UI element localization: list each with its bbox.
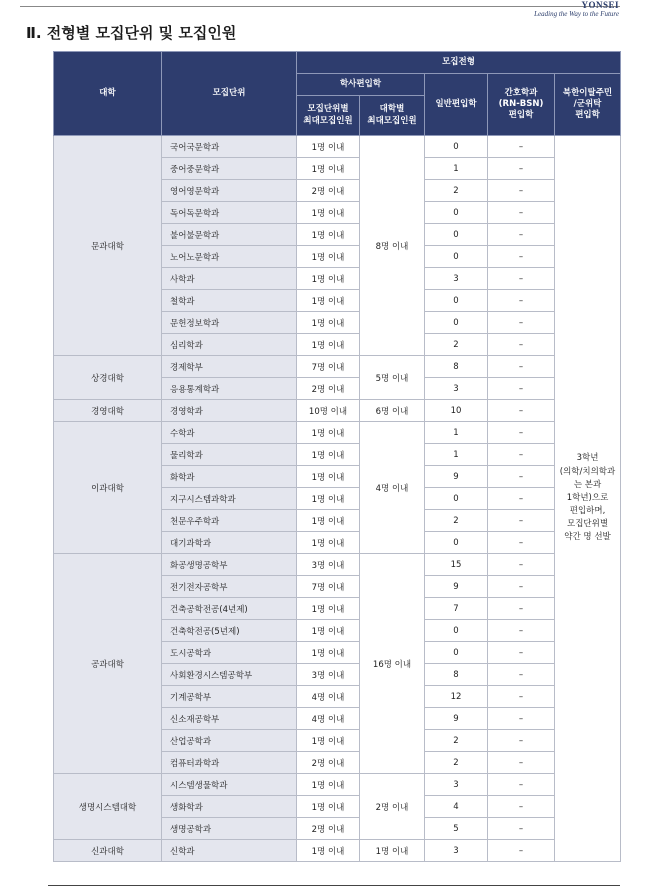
max-per-unit-cell: 1명 이내 xyxy=(297,730,360,752)
general-transfer-cell: 3 xyxy=(425,840,488,862)
nursing-cell: – xyxy=(488,598,555,620)
header-max-per-college-line: 대학별 xyxy=(379,104,405,115)
table-row xyxy=(54,400,621,422)
unit-cell: 산업공학과 xyxy=(162,730,297,752)
general-transfer-cell: 2 xyxy=(425,180,488,202)
nursing-cell: – xyxy=(488,378,555,400)
unit-cell: 국어국문학과 xyxy=(162,136,297,158)
max-per-unit-cell: 10명 이내 xyxy=(297,400,360,422)
note-line: 약간 명 선발 xyxy=(564,532,611,543)
max-per-unit-cell: 1명 이내 xyxy=(297,642,360,664)
max-per-unit-cell: 1명 이내 xyxy=(297,290,360,312)
note-line: 는 본과 xyxy=(573,479,602,490)
header-defector-line: /군위탁 xyxy=(573,98,602,109)
note-line: 모집단위별 xyxy=(566,519,609,530)
unit-cell: 생명공학과 xyxy=(162,818,297,840)
header-college: 대학 xyxy=(54,52,162,136)
max-per-college-cell: 1명 이내 xyxy=(360,840,425,862)
header-general-transfer: 일반편입학 xyxy=(425,74,488,136)
unit-cell: 독어독문학과 xyxy=(162,202,297,224)
unit-cell: 컴퓨터과학과 xyxy=(162,752,297,774)
nursing-cell: – xyxy=(488,158,555,180)
max-per-unit-cell: 2명 이내 xyxy=(297,818,360,840)
max-per-college-cell: 4명 이내 xyxy=(360,422,425,554)
general-transfer-cell: 0 xyxy=(425,532,488,554)
max-per-college-cell: 8명 이내 xyxy=(360,136,425,356)
header-admission-type: 모집전형 xyxy=(297,52,621,74)
general-transfer-cell: 1 xyxy=(425,158,488,180)
brand-slogan: Leading the Way to the Future xyxy=(534,10,619,18)
nursing-cell: – xyxy=(488,488,555,510)
unit-cell: 도시공학과 xyxy=(162,642,297,664)
unit-cell: 기계공학부 xyxy=(162,686,297,708)
college-cell: 이과대학 xyxy=(54,422,162,554)
unit-cell: 대기과학과 xyxy=(162,532,297,554)
unit-cell: 전기전자공학부 xyxy=(162,576,297,598)
header-unit: 모집단위 xyxy=(162,52,297,136)
unit-cell: 사학과 xyxy=(162,268,297,290)
header-defector xyxy=(555,74,621,136)
college-cell: 문과대학 xyxy=(54,136,162,356)
nursing-cell: – xyxy=(488,708,555,730)
unit-cell: 사회환경시스템공학부 xyxy=(162,664,297,686)
max-per-unit-cell: 1명 이내 xyxy=(297,268,360,290)
max-per-unit-cell: 3명 이내 xyxy=(297,664,360,686)
unit-cell: 신학과 xyxy=(162,840,297,862)
quota-table xyxy=(53,51,621,862)
unit-cell: 노어노문학과 xyxy=(162,246,297,268)
note-line: 1학년)으로 xyxy=(566,492,609,503)
unit-cell: 철학과 xyxy=(162,290,297,312)
unit-cell: 수학과 xyxy=(162,422,297,444)
unit-cell: 물리학과 xyxy=(162,444,297,466)
nursing-cell: – xyxy=(488,268,555,290)
header-nursing-line: 편입학 xyxy=(508,110,534,121)
max-per-unit-cell: 2명 이내 xyxy=(297,378,360,400)
max-per-unit-cell: 1명 이내 xyxy=(297,202,360,224)
general-transfer-cell: 0 xyxy=(425,488,488,510)
max-per-unit-cell: 1명 이내 xyxy=(297,136,360,158)
table-row xyxy=(54,136,621,158)
college-cell: 상경대학 xyxy=(54,356,162,400)
nursing-cell: – xyxy=(488,422,555,444)
general-transfer-cell: 1 xyxy=(425,444,488,466)
general-transfer-cell: 0 xyxy=(425,136,488,158)
max-per-unit-cell: 2명 이내 xyxy=(297,752,360,774)
general-transfer-cell: 1 xyxy=(425,422,488,444)
general-transfer-cell: 0 xyxy=(425,290,488,312)
general-transfer-cell: 8 xyxy=(425,664,488,686)
nursing-cell: – xyxy=(488,752,555,774)
max-per-unit-cell: 1명 이내 xyxy=(297,796,360,818)
unit-cell: 영어영문학과 xyxy=(162,180,297,202)
unit-cell: 중어중문학과 xyxy=(162,158,297,180)
nursing-cell: – xyxy=(488,246,555,268)
header-max-per-unit-line: 최대모집인원 xyxy=(303,115,353,126)
max-per-unit-cell: 1명 이내 xyxy=(297,422,360,444)
header-max-per-unit xyxy=(297,96,360,136)
table-header xyxy=(54,52,621,136)
unit-cell: 생화학과 xyxy=(162,796,297,818)
top-rule xyxy=(20,6,620,7)
unit-cell: 천문우주학과 xyxy=(162,510,297,532)
header-academic-transfer: 학사편입학 xyxy=(297,74,425,96)
nursing-cell: – xyxy=(488,664,555,686)
general-transfer-cell: 12 xyxy=(425,686,488,708)
nursing-cell: – xyxy=(488,400,555,422)
college-cell: 신과대학 xyxy=(54,840,162,862)
general-transfer-cell: 9 xyxy=(425,466,488,488)
general-transfer-cell: 0 xyxy=(425,246,488,268)
college-cell: 경영대학 xyxy=(54,400,162,422)
general-transfer-cell: 0 xyxy=(425,224,488,246)
nursing-cell: – xyxy=(488,532,555,554)
header-nursing-line: (RN-BSN) xyxy=(498,98,544,109)
general-transfer-cell: 0 xyxy=(425,620,488,642)
note-line: (의학/치의학과 xyxy=(559,466,616,477)
nursing-cell: – xyxy=(488,576,555,598)
general-transfer-cell: 3 xyxy=(425,774,488,796)
unit-cell: 건축학전공(5년제) xyxy=(162,620,297,642)
max-per-unit-cell: 7명 이내 xyxy=(297,356,360,378)
max-per-unit-cell: 1명 이내 xyxy=(297,620,360,642)
nursing-cell: – xyxy=(488,224,555,246)
max-per-unit-cell: 1명 이내 xyxy=(297,312,360,334)
nursing-cell: – xyxy=(488,510,555,532)
header-max-per-unit-line: 모집단위별 xyxy=(307,104,349,115)
college-cell: 공과대학 xyxy=(54,554,162,774)
unit-cell: 경영학과 xyxy=(162,400,297,422)
max-per-unit-cell: 1명 이내 xyxy=(297,510,360,532)
max-per-unit-cell: 1명 이내 xyxy=(297,532,360,554)
max-per-unit-cell: 1명 이내 xyxy=(297,840,360,862)
general-transfer-cell: 0 xyxy=(425,312,488,334)
general-transfer-cell: 3 xyxy=(425,378,488,400)
nursing-cell: – xyxy=(488,730,555,752)
max-per-unit-cell: 1명 이내 xyxy=(297,158,360,180)
table-row xyxy=(54,774,621,796)
nursing-cell: – xyxy=(488,444,555,466)
max-per-college-cell: 16명 이내 xyxy=(360,554,425,774)
note-line: 편입하며, xyxy=(569,506,606,517)
nursing-cell: – xyxy=(488,642,555,664)
general-transfer-cell: 10 xyxy=(425,400,488,422)
max-per-unit-cell: 7명 이내 xyxy=(297,576,360,598)
unit-cell: 응용통계학과 xyxy=(162,378,297,400)
nursing-cell: – xyxy=(488,774,555,796)
bottom-rule xyxy=(48,885,620,886)
defector-note-cell xyxy=(555,136,621,862)
max-per-unit-cell: 4명 이내 xyxy=(297,708,360,730)
nursing-cell: – xyxy=(488,290,555,312)
general-transfer-cell: 15 xyxy=(425,554,488,576)
max-per-unit-cell: 4명 이내 xyxy=(297,686,360,708)
general-transfer-cell: 9 xyxy=(425,576,488,598)
table-row xyxy=(54,840,621,862)
unit-cell: 건축공학전공(4년제) xyxy=(162,598,297,620)
unit-cell: 경제학부 xyxy=(162,356,297,378)
unit-cell: 심리학과 xyxy=(162,334,297,356)
max-per-college-cell: 2명 이내 xyxy=(360,774,425,840)
max-per-college-cell: 6명 이내 xyxy=(360,400,425,422)
general-transfer-cell: 9 xyxy=(425,708,488,730)
nursing-cell: – xyxy=(488,136,555,158)
general-transfer-cell: 5 xyxy=(425,818,488,840)
general-transfer-cell: 0 xyxy=(425,642,488,664)
nursing-cell: – xyxy=(488,334,555,356)
table-row xyxy=(54,554,621,576)
max-per-unit-cell: 2명 이내 xyxy=(297,180,360,202)
page-title: Ⅱ. 전형별 모집단위 및 모집인원 xyxy=(26,24,237,42)
nursing-cell: – xyxy=(488,554,555,576)
header-nursing-line: 간호학과 xyxy=(504,87,538,98)
unit-cell: 불어불문학과 xyxy=(162,224,297,246)
general-transfer-cell: 7 xyxy=(425,598,488,620)
max-per-unit-cell: 1명 이내 xyxy=(297,598,360,620)
note-line: 3학년 xyxy=(576,453,599,464)
max-per-college-cell: 5명 이내 xyxy=(360,356,425,400)
max-per-unit-cell: 3명 이내 xyxy=(297,554,360,576)
nursing-cell: – xyxy=(488,620,555,642)
nursing-cell: – xyxy=(488,356,555,378)
general-transfer-cell: 4 xyxy=(425,796,488,818)
max-per-unit-cell: 1명 이내 xyxy=(297,488,360,510)
general-transfer-cell: 2 xyxy=(425,334,488,356)
general-transfer-cell: 2 xyxy=(425,510,488,532)
unit-cell: 신소재공학부 xyxy=(162,708,297,730)
header-nursing xyxy=(488,74,555,136)
header-max-per-college xyxy=(360,96,425,136)
nursing-cell: – xyxy=(488,686,555,708)
unit-cell: 지구시스템과학과 xyxy=(162,488,297,510)
max-per-unit-cell: 1명 이내 xyxy=(297,334,360,356)
unit-cell: 문헌정보학과 xyxy=(162,312,297,334)
header-defector-line: 북한이탈주민 xyxy=(562,87,613,98)
table-body xyxy=(54,136,621,862)
max-per-unit-cell: 1명 이내 xyxy=(297,224,360,246)
college-cell: 생명시스템대학 xyxy=(54,774,162,840)
table-row xyxy=(54,356,621,378)
general-transfer-cell: 2 xyxy=(425,752,488,774)
general-transfer-cell: 0 xyxy=(425,202,488,224)
max-per-unit-cell: 1명 이내 xyxy=(297,444,360,466)
max-per-unit-cell: 1명 이내 xyxy=(297,774,360,796)
general-transfer-cell: 2 xyxy=(425,730,488,752)
max-per-unit-cell: 1명 이내 xyxy=(297,466,360,488)
nursing-cell: – xyxy=(488,180,555,202)
general-transfer-cell: 8 xyxy=(425,356,488,378)
table-row xyxy=(54,422,621,444)
nursing-cell: – xyxy=(488,796,555,818)
unit-cell: 화공생명공학부 xyxy=(162,554,297,576)
brand-block xyxy=(534,0,619,18)
header-defector-line: 편입학 xyxy=(575,110,600,121)
nursing-cell: – xyxy=(488,312,555,334)
nursing-cell: – xyxy=(488,818,555,840)
unit-cell: 시스템생물학과 xyxy=(162,774,297,796)
max-per-unit-cell: 1명 이내 xyxy=(297,246,360,268)
unit-cell: 화학과 xyxy=(162,466,297,488)
brand-name: YONSEI xyxy=(581,0,619,10)
general-transfer-cell: 3 xyxy=(425,268,488,290)
header-max-per-college-line: 최대모집인원 xyxy=(367,115,417,126)
nursing-cell: – xyxy=(488,202,555,224)
nursing-cell: – xyxy=(488,840,555,862)
nursing-cell: – xyxy=(488,466,555,488)
